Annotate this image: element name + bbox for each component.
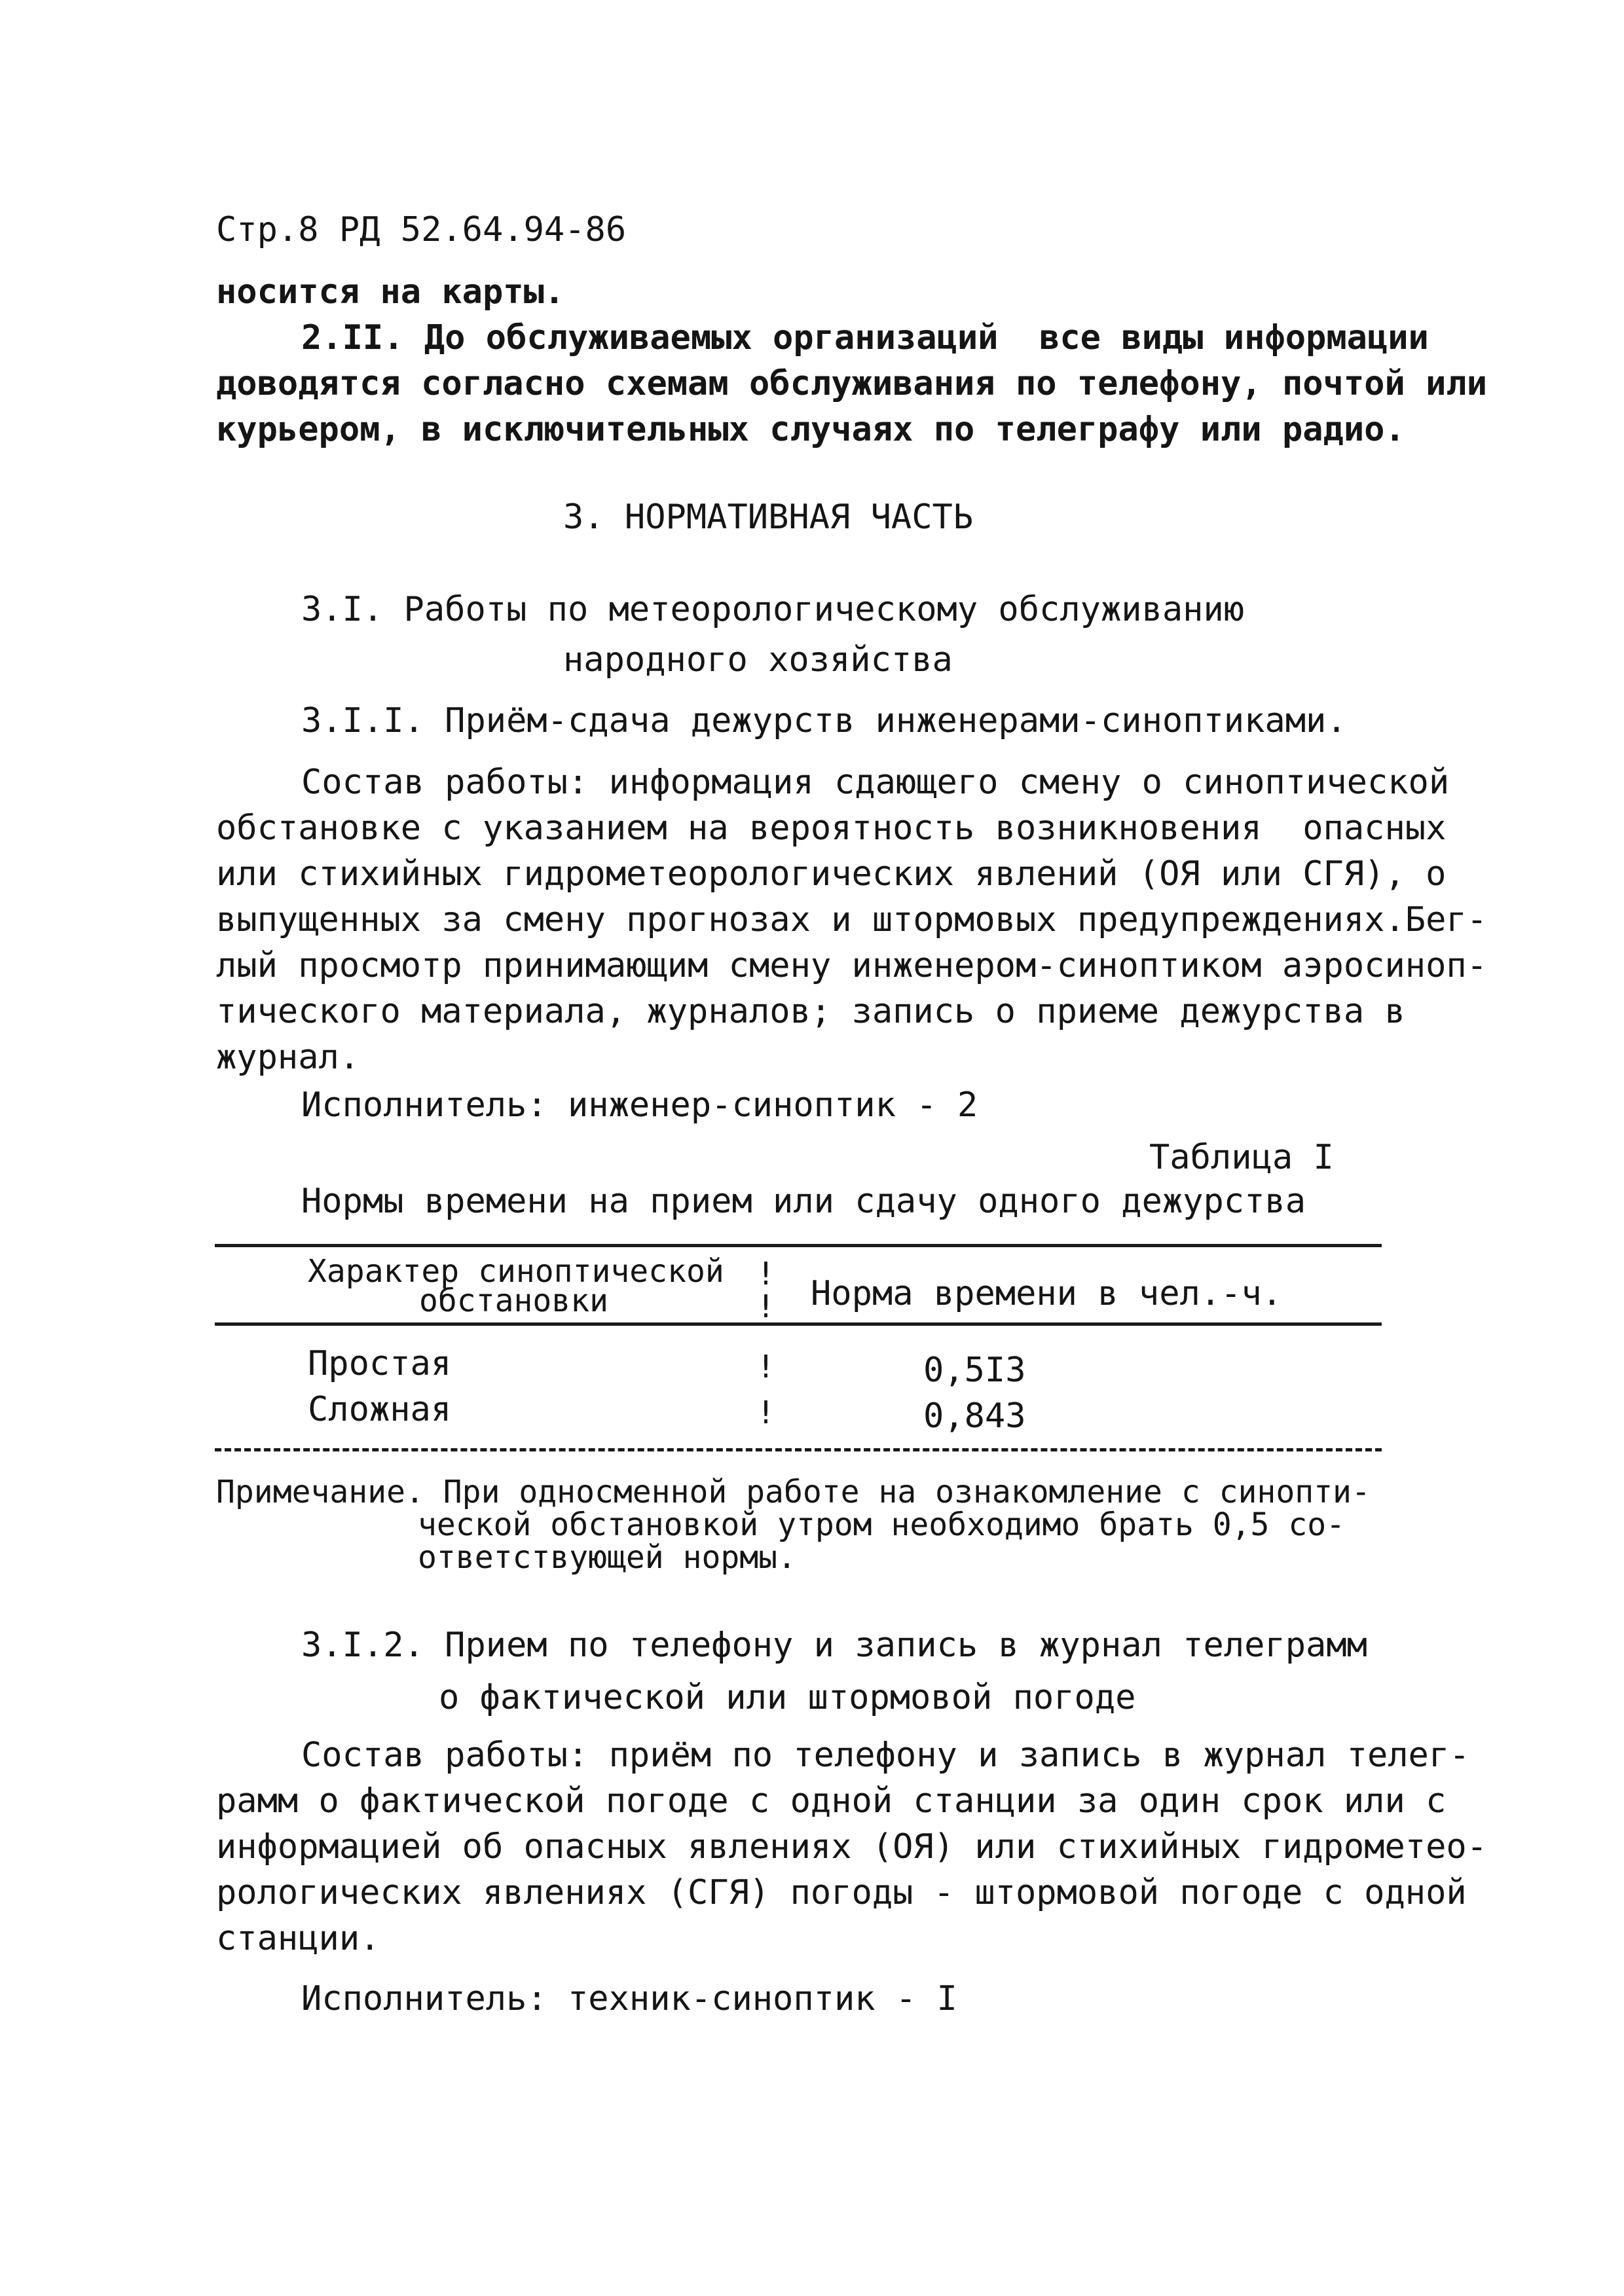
table-caption: Нормы времени на прием или сдачу одного дежурства	[301, 1182, 1306, 1221]
para-2-11-line: 2.II. До обслуживаемых организаций все виды информации	[301, 318, 1429, 357]
note-line: ческой обстановкой утром необходимо брать 0,5 со-	[418, 1506, 1346, 1543]
executor-line: Исполнитель: техник-синоптик - I	[301, 1979, 957, 2018]
composition-line: станции.	[216, 1919, 380, 1958]
table-row-value: 0,843	[923, 1396, 1026, 1436]
item-3-1-2-title: 3.I.2. Прием по телефону и запись в журнал телеграмм	[301, 1626, 1367, 1665]
column-separator: !	[756, 1256, 775, 1292]
executor-line: Исполнитель: инженер-синоптик - 2	[301, 1085, 978, 1125]
table-header-rule	[215, 1322, 1382, 1326]
table-row-name: Сложная	[308, 1390, 452, 1429]
column-separator: !	[756, 1349, 775, 1385]
composition-line: обстановке с указанием на вероятность возникновения опасных	[216, 809, 1447, 848]
table-top-rule	[215, 1244, 1382, 1247]
table-header-col1: Характер синоптической	[308, 1253, 724, 1290]
composition-line: выпущенных за смену прогнозах и штормовых предупреждениях.Бег-	[216, 900, 1488, 939]
subsection-3-1-title: 3.I. Работы по метеорологическому обслуживанию	[301, 590, 1245, 629]
composition-line: или стихийных гидрометеорологических явлений (ОЯ или СГЯ), о	[216, 854, 1447, 894]
composition-line: тического материала, журналов; запись о приеме дежурства в	[216, 992, 1405, 1031]
item-3-1-2-title: о фактической или штормовой погоде	[439, 1678, 1136, 1717]
column-separator: !	[756, 1288, 775, 1325]
column-separator: !	[756, 1394, 775, 1431]
composition-line: Состав работы: информация сдающего смену о синоптической	[301, 763, 1450, 802]
page-header: Стр.8 РД 52.64.94-86	[216, 210, 627, 249]
subsection-3-1-title: народного хозяйства	[563, 640, 953, 680]
composition-line: Состав работы: приём по телефону и запись в журнал телег-	[301, 1736, 1470, 1775]
note-line: ответствующей нормы.	[418, 1539, 796, 1576]
continued-line: носится на карты.	[216, 272, 565, 312]
composition-line: журнал.	[216, 1038, 360, 1077]
composition-line: информацией об опасных явлениях (ОЯ) или стихийных гидрометео-	[216, 1827, 1488, 1867]
table-row-name: Простая	[308, 1344, 452, 1383]
table-row-value: 0,5I3	[923, 1351, 1026, 1390]
table-header-col1: обстановки	[419, 1283, 608, 1319]
table-label: Таблица I	[1149, 1138, 1334, 1177]
section-title: 3. НОРМАТИВНАЯ ЧАСТЬ	[563, 498, 974, 537]
composition-line: лый просмотр принимающим смену инженером-синоптиком аэросиноп-	[216, 946, 1488, 985]
composition-line: рамм о фактической погоде с одной станции за один срок или с	[216, 1781, 1447, 1821]
note-line: Примечание. При односменной работе на ознакомление с синопти-	[216, 1474, 1371, 1510]
para-2-11-line: доводятся согласно схемам обслуживания по телефону, почтой или	[216, 364, 1488, 403]
composition-line: рологических явлениях (СГЯ) погоды - штормовой погоде с одной	[216, 1873, 1467, 1912]
table-header-col2: Норма времени в чел.-ч.	[811, 1274, 1283, 1313]
item-3-1-1-title: 3.I.I. Приём-сдача дежурств инженерами-синоптиками.	[301, 701, 1347, 740]
para-2-11-line: курьером, в исключительных случаях по телеграфу или радио.	[216, 410, 1405, 449]
table-bottom-rule	[215, 1448, 1382, 1451]
